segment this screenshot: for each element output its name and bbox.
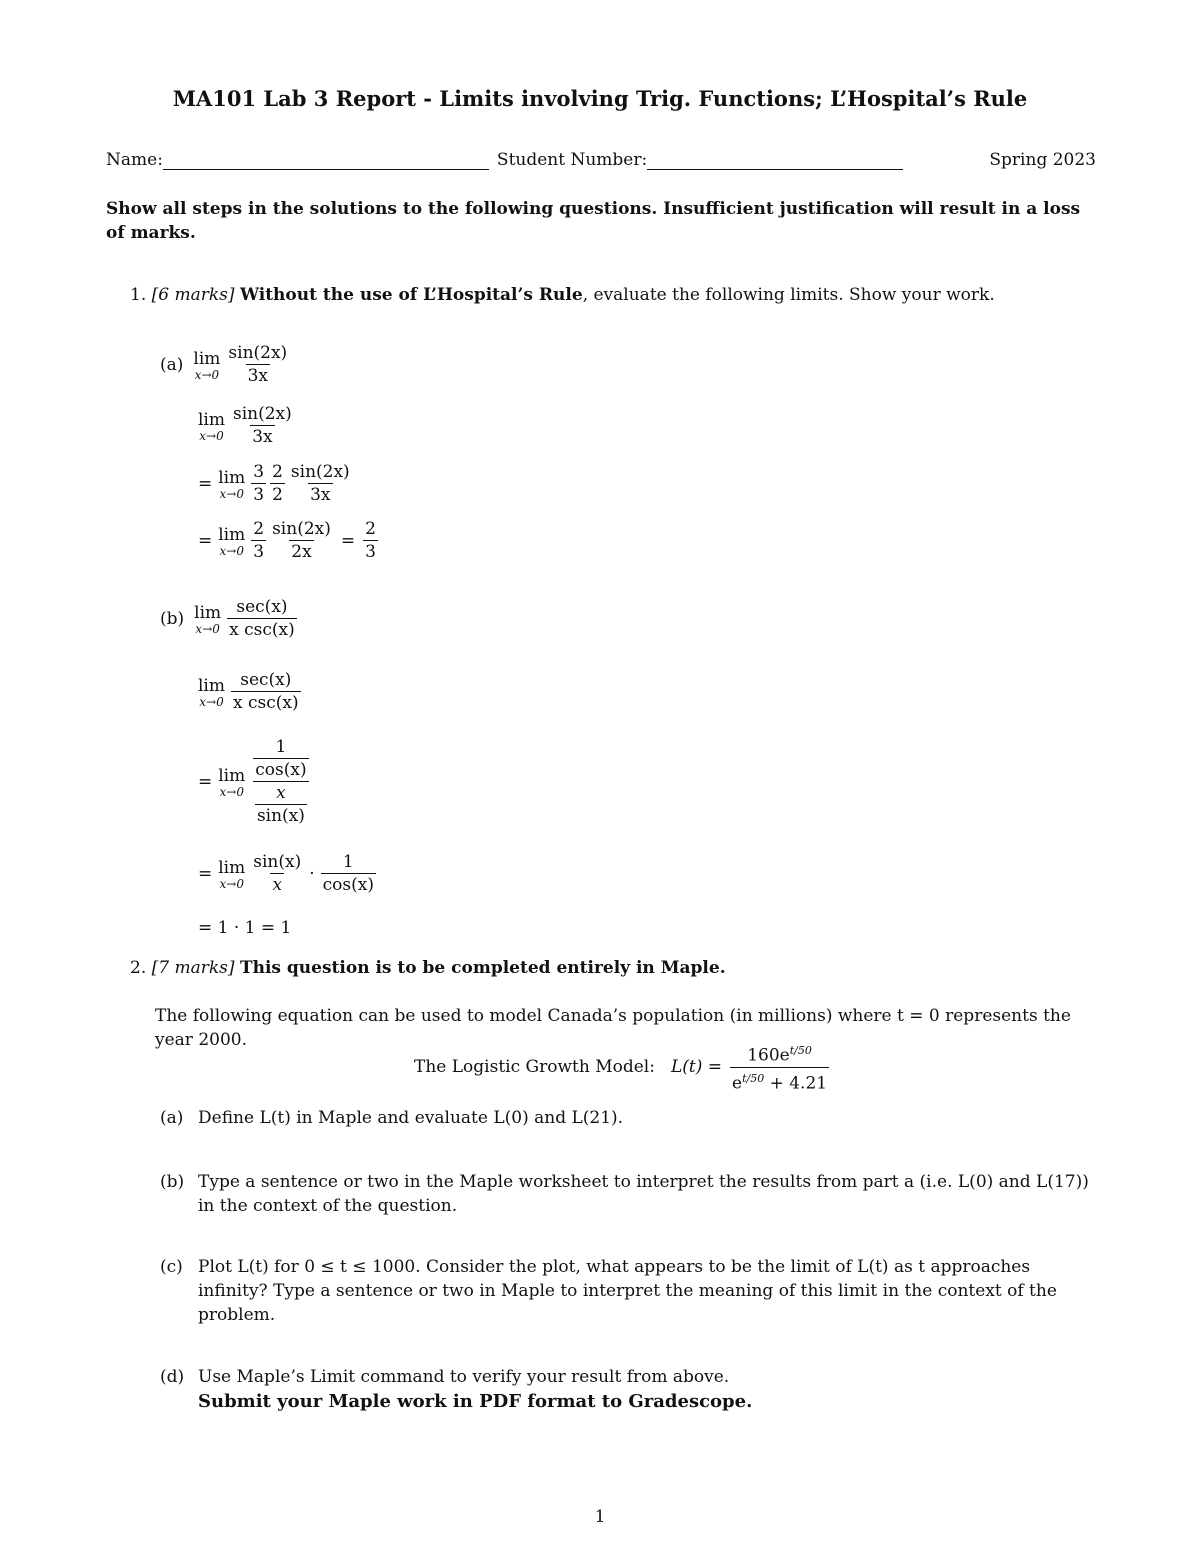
q1b-problem [160, 596, 299, 641]
student-number-label: Student Number: [496, 150, 648, 170]
fraction: $\frac{\sin(2x)}{3x}$ [228, 343, 288, 386]
fraction: $\frac{2}{3}$ [253, 519, 265, 562]
equals-sign: = [198, 530, 213, 551]
q1a-step-1 [198, 403, 296, 448]
q2-marks: [7 marks] [151, 958, 235, 978]
question-1 [130, 285, 1090, 305]
q1-bold-text: Without the use of L’Hospital’s Rule [239, 285, 583, 305]
q1a-step-3 [198, 518, 380, 563]
equals-sign: = [198, 863, 213, 884]
q1a-label: (a) [160, 354, 184, 375]
q1b-step-2 [198, 736, 313, 827]
q1-marks: [6 marks] [151, 285, 235, 305]
fraction: $\frac{2}{3}$ [365, 519, 376, 562]
fraction: $\frac{3}{3}$ [253, 462, 265, 505]
model-denominator: $e^{t/50} + 4.21$ [730, 1067, 829, 1095]
fraction: $\frac{\sin(2x)}{3x}$ [233, 404, 292, 447]
equals-sign: = [198, 473, 213, 494]
q2b-text: Type a sentence or two in the Maple worksheet to interpret the results from part a (i.e. L(0) and L(17)) in the context of the question. [198, 1172, 1089, 1216]
limit-operator: lim x→0 [198, 675, 225, 709]
document-title: MA101 Lab 3 Report - Limits involving Trig. Functions; L’Hospital’s Rule [172, 86, 1028, 111]
limit-operator: lim x→0 [193, 348, 221, 382]
q2-bold-text: This question is to be completed entirely in Maple. [239, 958, 726, 978]
name-field[interactable] [163, 151, 489, 170]
q2a [160, 1106, 1095, 1130]
multiply-dot: · [309, 863, 315, 884]
fraction: $\frac{\sec(x)}{\text{x csc(x)}}$ [233, 670, 299, 713]
q1a-problem [160, 342, 291, 387]
model-lhs: L(t) = [670, 1057, 722, 1078]
fraction-numerator: 1 cos(x) [255, 737, 307, 780]
equals-sign: = [340, 530, 356, 551]
limit-operator: lim x→0 [218, 765, 246, 799]
model-numerator: $160e^{t/50}$ [747, 1044, 812, 1066]
q1b-step-3 [198, 851, 378, 896]
limit-operator: lim x→0 [194, 602, 222, 636]
limit-operator: lim x→0 [218, 524, 246, 558]
q2d [160, 1365, 1095, 1389]
header-row [106, 150, 1096, 170]
fraction: $\frac{\sin(2x)}{3x}$ [290, 462, 350, 505]
fraction: $\frac{1}{\cos(x)}$ [322, 852, 374, 895]
q2a-label: (a) [160, 1108, 184, 1128]
complex-fraction [251, 736, 310, 827]
student-number-field[interactable] [647, 151, 903, 170]
q2-number: 2. [130, 958, 147, 978]
limit-operator: lim x→0 [218, 467, 246, 501]
model-label: The Logistic Growth Model: [414, 1057, 655, 1078]
q2c [160, 1255, 1095, 1327]
q1-number: 1. [130, 285, 147, 305]
q1b-final: = 1 · 1 = 1 [198, 918, 292, 938]
fraction: $\frac{2}{2}$ [272, 462, 283, 505]
limit-operator: lim x→0 [218, 857, 246, 891]
q1a-step-2 [198, 461, 354, 506]
fraction: $\frac{\sec(x)}{\text{x csc(x)}}$ [229, 597, 295, 640]
instructions: Show all steps in the solutions to the following questions. Insufficient justification will result in a loss of marks. [106, 199, 1081, 243]
q2c-text: Plot L(t) for 0 ≤ t ≤ 1000. Consider the plot, what appears to be the limit of L(t) as t approaches infinity? Type a sentence or two in Maple to interpret the meaning of this limit in the context of the problem. [198, 1257, 1057, 1325]
equals-sign: = [198, 771, 213, 792]
q2c-label: (c) [160, 1257, 183, 1277]
q2a-text: Define L(t) in Maple and evaluate L(0) and L(21). [198, 1108, 624, 1128]
q2d-label: (d) [160, 1367, 185, 1387]
page-number: 1 [594, 1507, 606, 1527]
fraction: $\frac{\sin(2x)}{2x}$ [272, 519, 331, 562]
q2-intro: The following equation can be used to model Canada’s population (in millions) where t = 0 represents the year 2000. [155, 1006, 1071, 1050]
fraction: $\frac{\sin(x)}{x}$ [253, 852, 302, 895]
logistic-model [414, 1040, 831, 1094]
q2b-label: (b) [160, 1172, 185, 1192]
term-label: Spring 2023 [989, 150, 1096, 170]
q1b-label: (b) [160, 608, 185, 629]
limit-operator: lim x→0 [198, 409, 225, 443]
q1b-step-1 [198, 669, 303, 714]
fraction-denominator: x sin(x) [253, 781, 309, 827]
q2b [160, 1170, 1095, 1218]
q1-text: , evaluate the following limits. Show your work. [582, 285, 995, 305]
q2d-text: Use Maple’s Limit command to verify your result from above. [198, 1367, 730, 1387]
question-2 [130, 958, 1090, 978]
submit-instruction: Submit your Maple work in PDF format to Gradescope. [198, 1391, 753, 1412]
name-label: Name: [106, 150, 163, 170]
model-fraction [730, 1040, 829, 1094]
